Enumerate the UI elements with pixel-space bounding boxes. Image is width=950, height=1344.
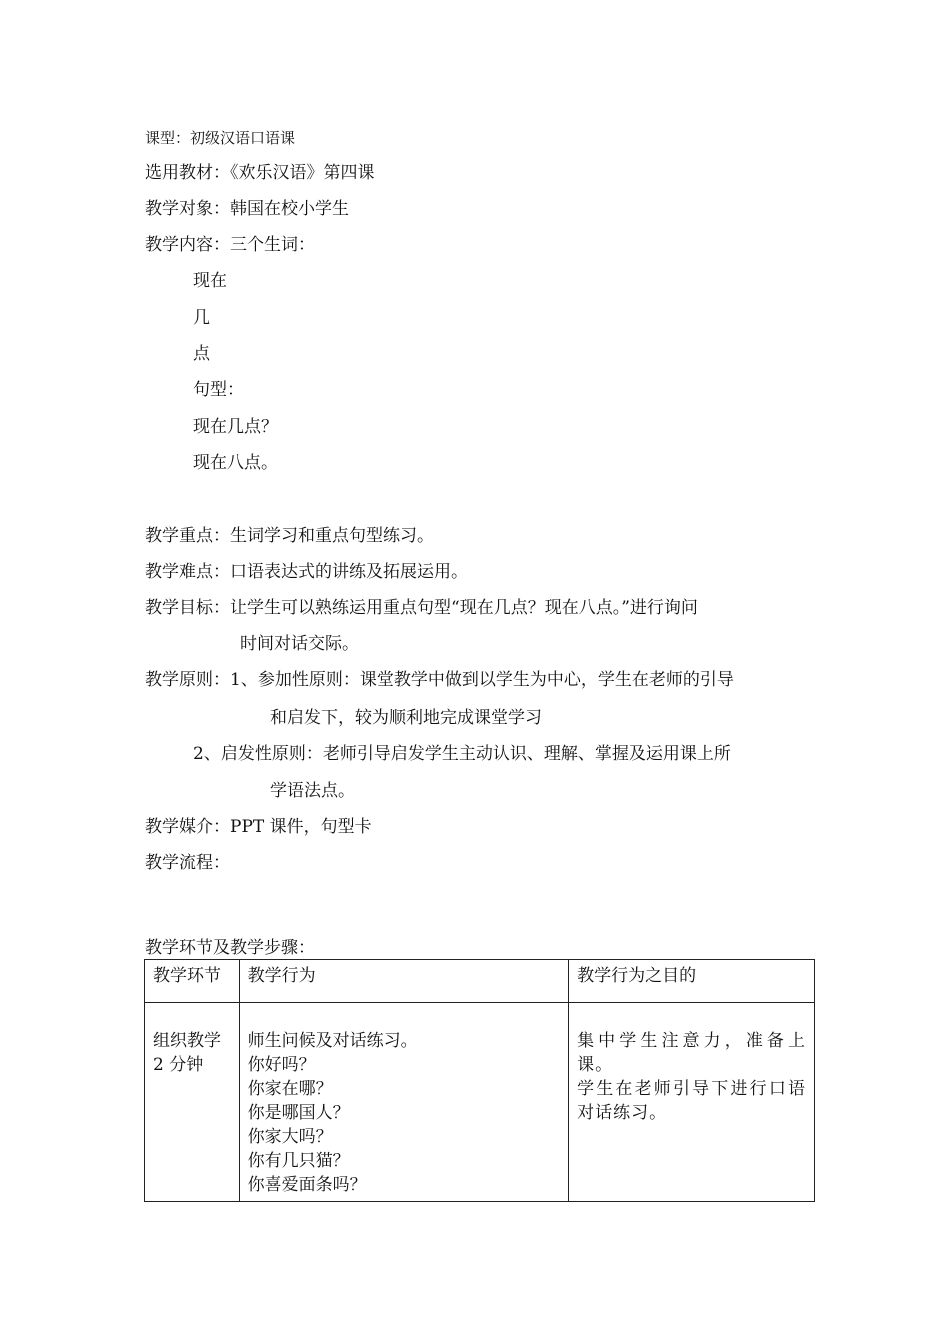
pattern-item: 现在几点？ <box>193 417 278 437</box>
flow: 教学流程： <box>145 853 230 873</box>
action-line: 你有几只猫？ <box>247 1151 350 1171</box>
header-cell: 教学环节 <box>145 960 240 1003</box>
table-row <box>145 1003 815 1202</box>
action-line: 你好吗？ <box>247 1055 316 1075</box>
stage-cell <box>145 1003 240 1202</box>
action-line: 你家大吗？ <box>247 1127 333 1147</box>
principle-line1: 教学原则：1、参加性原则：课堂教学中做到以学生为中心，学生在老师的引导 <box>145 670 734 690</box>
vocab-item: 点 <box>193 344 210 364</box>
lesson-table <box>144 959 815 1202</box>
goal-line2: 时间对话交际。 <box>240 634 359 654</box>
stage-name: 组织教学 <box>153 1031 221 1051</box>
vocab-item: 几 <box>193 308 210 328</box>
action-line: 你是哪国人？ <box>247 1103 350 1123</box>
principle-line4: 学语法点。 <box>270 781 355 801</box>
pattern-label: 句型： <box>193 380 244 400</box>
principle-line3: 2、启发性原则：老师引导启发学生主动认识、理解、掌握及运用课上所 <box>193 744 731 764</box>
pattern-item: 现在八点。 <box>193 453 278 473</box>
action-line: 你家在哪？ <box>247 1079 333 1099</box>
media: 教学媒介：PPT 课件，句型卡 <box>145 817 372 837</box>
header-cell: 教学行为 <box>239 960 568 1003</box>
purpose-cell <box>569 1003 815 1202</box>
goal-line1: 教学目标：让学生可以熟练运用重点句型“现在几点？现在八点。”进行询问 <box>145 598 698 618</box>
vocab-item: 现在 <box>193 271 227 291</box>
key-point: 教学重点：生词学习和重点句型练习。 <box>145 526 434 546</box>
header-cell: 教学行为之目的 <box>569 960 815 1003</box>
textbook: 选用教材：《欢乐汉语》第四课 <box>145 163 375 183</box>
lesson-type: 课型：初级汉语口语课 <box>145 129 296 147</box>
actions-cell <box>239 1003 568 1202</box>
content-label: 教学内容：三个生词： <box>145 235 315 255</box>
table-header-row <box>145 960 815 1003</box>
purpose-line: 学生在老师引导下进行口语对话练习。 <box>577 1079 806 1123</box>
stage-duration: 2 分钟 <box>153 1055 204 1075</box>
purpose-line: 集中学生注意力，准备上课。 <box>577 1031 806 1075</box>
action-line: 你喜爱面条吗？ <box>247 1175 367 1195</box>
difficulty: 教学难点：口语表达式的讲练及拓展运用。 <box>145 562 468 582</box>
principle-line2: 和启发下，较为顺利地完成课堂学习 <box>270 708 542 728</box>
audience: 教学对象：韩国在校小学生 <box>145 199 349 219</box>
table-caption: 教学环节及教学步骤： <box>145 938 315 958</box>
action-line: 师生问候及对话练习。 <box>247 1031 418 1051</box>
